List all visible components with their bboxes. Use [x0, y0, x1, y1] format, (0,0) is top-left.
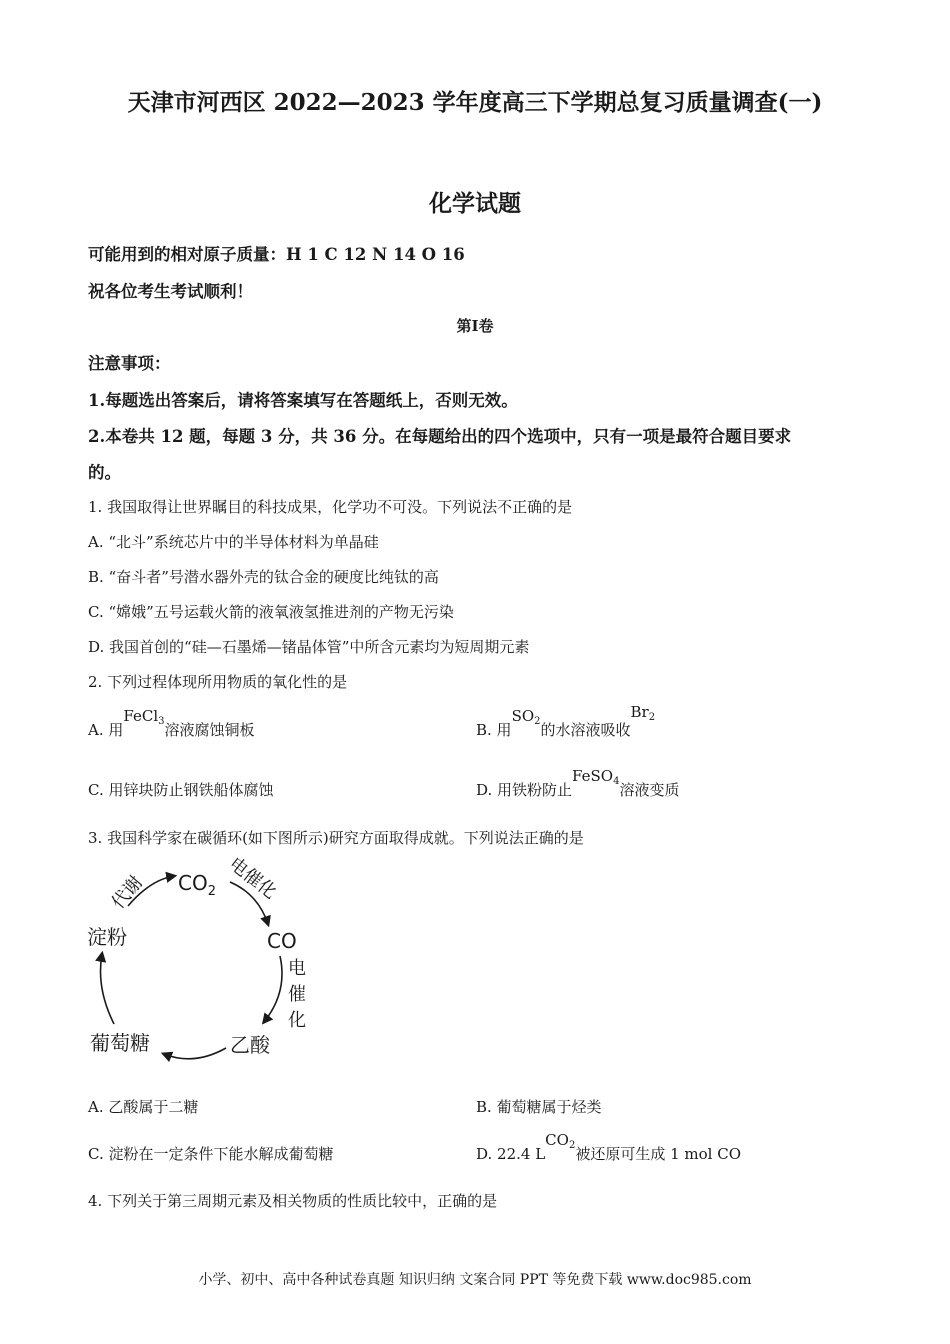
- q2-option-a: [88, 707, 255, 740]
- acetic-acid-node: 乙酸: [230, 1033, 270, 1057]
- q3-option-b: B. 葡萄糖属于烃类: [476, 1098, 602, 1116]
- q3-d-prefix: D. 22.4 L: [476, 1145, 546, 1163]
- q1-option-d: D. 我国首创的“硅—石墨烯—锗晶体管”中所含元素均为短周期元素: [88, 638, 530, 656]
- notes-title: 注意事项：: [88, 354, 171, 373]
- q4-stem: 4. 下列关于第三周期元素及相关物质的性质比较中，正确的是: [88, 1192, 498, 1210]
- arrow-glucose-to-starch: [101, 954, 115, 1024]
- so2-formula: $SO_2$: [511, 707, 541, 727]
- glucose-node: 葡萄糖: [90, 1031, 150, 1055]
- br2-formula: $Br_2$: [630, 703, 656, 723]
- note-2-line-1: 2.本卷共 12 题，每题 3 分，共 36 分。在每题给出的四个选项中，只有一项是最符合题目要求: [88, 427, 792, 446]
- note-1: 1.每题选出答案后，请将答案填写在答题纸上，否则无效。: [88, 391, 518, 410]
- electrocatalysis-label-2a: 电: [288, 958, 306, 979]
- electrocatalysis-label-1: 电催化: [224, 853, 281, 904]
- blessing-line: 祝各位考生考试顺利！: [88, 282, 253, 301]
- arrow-co-to-acetic: [264, 956, 282, 1022]
- q1-option-c: C. “嫦娥”五号运载火箭的液氧液氢推进剂的产物无污染: [88, 603, 454, 621]
- q2-a-suffix: 溶液腐蚀铜板: [164, 721, 255, 739]
- q2-option-b: [476, 703, 656, 740]
- q3-option-a: A. 乙酸属于二糖: [88, 1098, 199, 1116]
- q1-option-b: B. “奋斗者”号潜水器外壳的钛合金的硬度比纯钛的高: [88, 568, 439, 586]
- co-node: CO: [267, 929, 297, 953]
- electrocatalysis-label-2c: 化: [288, 1010, 306, 1031]
- q2-stem: 2. 下列过程体现所用物质的氧化性的是: [88, 673, 348, 691]
- q1-option-a: A. “北斗”系统芯片中的半导体材料为单晶硅: [88, 533, 379, 551]
- q2-option-d: [476, 767, 680, 800]
- co2-formula: $CO_2$: [545, 1131, 576, 1151]
- q3-option-d: [476, 1131, 741, 1164]
- document-subtitle: 化学试题: [429, 190, 521, 217]
- volume-heading: 第Ⅰ卷: [456, 317, 494, 335]
- q2-a-prefix: A. 用: [88, 721, 124, 739]
- q2-d-suffix: 溶液变质: [619, 781, 680, 799]
- co2-node: $CO_2$: [178, 871, 216, 899]
- q3-option-c: C. 淀粉在一定条件下能水解成葡萄糖: [88, 1145, 334, 1163]
- carbon-cycle-diagram: [80, 852, 340, 1062]
- q3-stem: 3. 我国科学家在碳循环(如下图所示)研究方面取得成就。下列说法正确的是: [88, 829, 584, 847]
- fecl3-formula: FeCl$_3$: [123, 707, 165, 727]
- q2-b-prefix: B. 用: [476, 721, 512, 739]
- atomic-masses-line: 可能用到的相对原子质量：H 1 C 12 N 14 O 16: [88, 245, 465, 264]
- note-2-line-2: 的。: [88, 463, 121, 482]
- q3-d-suffix: 被还原可生成 1 mol CO: [575, 1145, 741, 1163]
- electrocatalysis-label-2b: 催: [288, 984, 306, 1005]
- q1-stem: 1. 我国取得让世界瞩目的科技成果，化学功不可没。下列说法不正确的是: [88, 498, 573, 516]
- arrow-acetic-to-glucose: [164, 1048, 226, 1059]
- q2-option-c: C. 用锌块防止钢铁船体腐蚀: [88, 781, 274, 799]
- document-title: 天津市河西区 2022—2023 学年度高三下学期总复习质量调查(一): [127, 89, 823, 116]
- metabolism-label: 代谢: [107, 872, 147, 914]
- feso4-formula: FeSO$_4$: [572, 767, 620, 787]
- q2-b-mid: 的水溶液吸收: [540, 721, 631, 739]
- footer-text: 小学、初中、高中各种试卷真题 知识归纳 文案合同 PPT 等免费下载 www.doc985.com: [198, 1272, 752, 1288]
- q2-d-prefix: D. 用铁粉防止: [476, 781, 573, 799]
- starch-node: 淀粉: [87, 925, 127, 949]
